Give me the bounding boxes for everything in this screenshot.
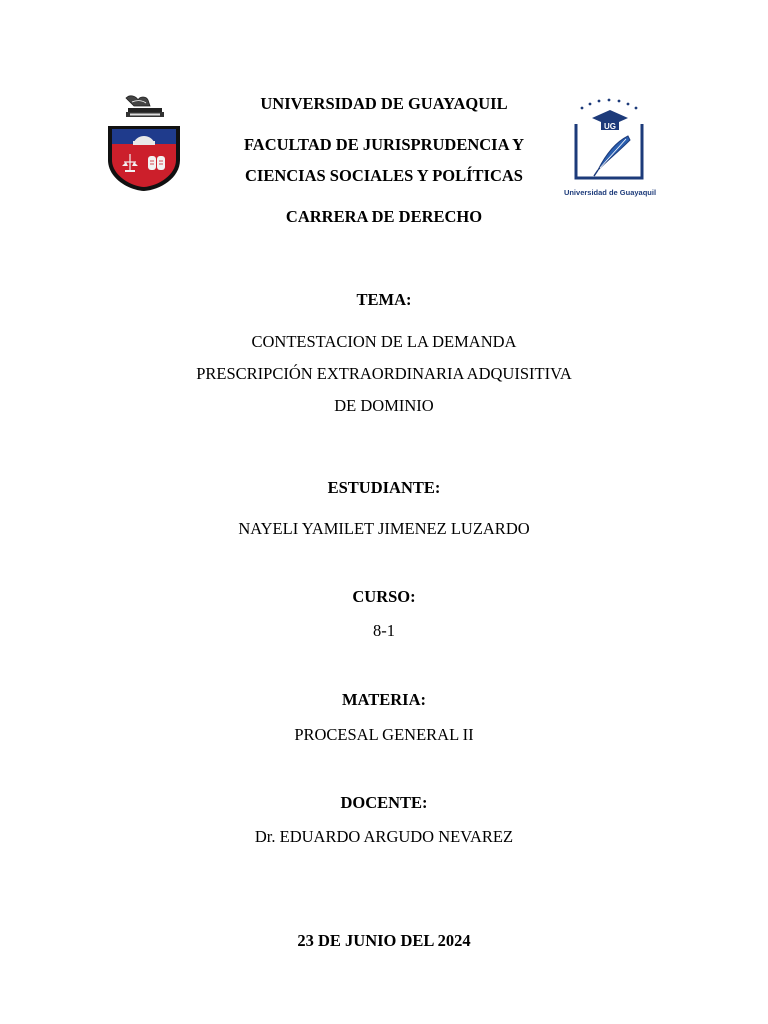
course-value: 8-1 <box>373 621 395 640</box>
course-label: CURSO: <box>352 587 416 606</box>
topic-line3: DE DOMINIO <box>334 396 434 415</box>
document-date: 23 DE JUNIO DEL 2024 <box>297 931 471 950</box>
faculty-name-line1: FACULTAD DE JURISPRUDENCIA Y <box>243 135 525 154</box>
topic-line2: PRESCRIPCIÓN EXTRAORDINARIA ADQUISITIVA <box>196 364 572 383</box>
ug-logo-caption: Universidad de Guayaquil <box>563 188 657 197</box>
topic-line1: CONTESTACION DE LA DEMANDA <box>251 332 517 351</box>
career-name: CARRERA DE DERECHO <box>285 207 483 226</box>
teacher-name: Dr. EDUARDO ARGUDO NEVAREZ <box>254 827 514 846</box>
faculty-name-line2: CIENCIAS SOCIALES Y POLÍTICAS <box>245 166 523 185</box>
student-label: ESTUDIANTE: <box>327 478 441 497</box>
subject-label: MATERIA: <box>341 690 427 709</box>
subject-value: PROCESAL GENERAL II <box>294 725 474 744</box>
svg-text:UG: UG <box>604 122 616 131</box>
student-name: NAYELI YAMILET JIMENEZ LUZARDO <box>238 519 530 538</box>
topic-label: TEMA: <box>356 290 412 309</box>
university-name: UNIVERSIDAD DE GUAYAQUIL <box>260 94 508 113</box>
teacher-label: DOCENTE: <box>340 793 428 812</box>
